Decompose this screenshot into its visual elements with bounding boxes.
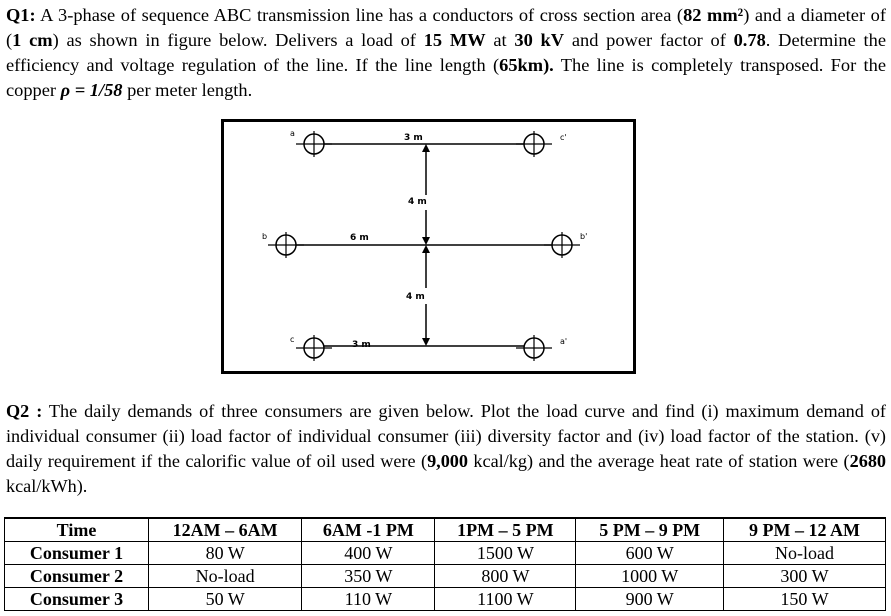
q1-length: 65km). (499, 55, 554, 75)
header-period: 6AM -1 PM (302, 518, 435, 542)
conductor-a (296, 131, 332, 157)
label-b: b (262, 232, 268, 241)
table-cell: 800 W (435, 565, 576, 588)
q1-text: . Determine the efficiency and voltage regulation of the line. If the line length ( (6, 30, 887, 75)
table-row (5, 565, 886, 588)
row-label: Consumer 3 (5, 588, 149, 611)
row-label: Consumer 2 (5, 565, 149, 588)
table-cell: 1100 W (435, 588, 576, 611)
conductor-b (268, 232, 304, 258)
table-cell: 900 W (576, 588, 724, 611)
table-cell: 80 W (149, 542, 302, 565)
load-demand-table (4, 517, 886, 611)
header-period: 5 PM – 9 PM (576, 518, 724, 542)
q1-text: ) and a diameter of ( (6, 5, 886, 50)
question-1 (6, 3, 886, 103)
row-label: Consumer 1 (5, 542, 149, 565)
q1-voltage: 30 kV (514, 30, 565, 50)
table-cell: No-load (149, 565, 302, 588)
q2-text: kcal/kg) and the average heat rate of station were ( (467, 451, 850, 471)
arrowhead (422, 237, 430, 245)
q2-label: Q2 : (6, 401, 43, 421)
q1-text: at (485, 30, 515, 50)
q2-heat-rate: 2680 (849, 451, 886, 471)
conductor-arrangement-figure (221, 119, 636, 374)
q1-text: A 3-phase of sequence ABC transmission line has a conductors of cross section area ( (35, 5, 684, 25)
label-a: a (290, 129, 295, 138)
conductor-a-prime (516, 335, 552, 361)
table-cell: 400 W (302, 542, 435, 565)
table-cell: 50 W (149, 588, 302, 611)
q1-text: per meter length. (122, 80, 253, 100)
q1-text: and power factor of (564, 30, 734, 50)
table-cell: 600 W (576, 542, 724, 565)
header-period: 9 PM – 12 AM (723, 518, 885, 542)
header-period: 1PM – 5 PM (435, 518, 576, 542)
table-row (5, 542, 886, 565)
label-c: c (290, 335, 295, 344)
header-period: 12AM – 6AM (149, 518, 302, 542)
q1-diameter: 1 cm (12, 30, 53, 50)
header-time: Time (5, 518, 149, 542)
q2-text: The daily demands of three consumers are given below. Plot the load curve and find (i) maximum demand of individual consumer (ii) load factor of individual consumer (iii) diversity factor and (iv) load factor of the station. (v) daily requirement if the calorific value of oil used were ( (6, 401, 886, 471)
table-cell: 1500 W (435, 542, 576, 565)
arrowhead (422, 245, 430, 253)
table-cell: 350 W (302, 565, 435, 588)
table-cell: 300 W (723, 565, 885, 588)
table-cell: No-load (723, 542, 885, 565)
q1-text: ) as shown in figure below. Delivers a load of (52, 30, 424, 50)
arrowhead (422, 338, 430, 346)
table-row (5, 588, 886, 611)
conductor-c (296, 335, 332, 361)
q1-area: 82 mm² (683, 5, 744, 25)
dim-upper-vertical: 4 m (408, 197, 427, 207)
arrowhead (422, 144, 430, 152)
q2-calorific-value: 9,000 (427, 451, 468, 471)
figure-drawing (224, 122, 633, 371)
table-cell: 150 W (723, 588, 885, 611)
label-a-prime: a' (560, 337, 568, 346)
q1-text: The line is completely transposed. For the copper (6, 55, 887, 100)
dim-top-width: 3 m (404, 133, 423, 143)
table-cell: 110 W (302, 588, 435, 611)
q1-power-factor: 0.78 (733, 30, 766, 50)
q2-text: kcal/kWh). (6, 476, 88, 496)
dim-lower-vertical: 4 m (406, 292, 425, 302)
dim-bottom-width: 3 m (352, 340, 371, 350)
conductor-b-prime (544, 232, 580, 258)
q1-label: Q1: (6, 5, 36, 25)
label-c-prime: c' (560, 133, 567, 142)
label-b-prime: b' (580, 232, 588, 241)
q1-rho: ρ = 1/58 (60, 80, 123, 100)
q1-load: 15 MW (423, 30, 486, 50)
conductor-c-prime (516, 131, 552, 157)
table-cell: 1000 W (576, 565, 724, 588)
question-2 (6, 399, 886, 499)
dim-middle-width: 6 m (350, 233, 369, 243)
table-header-row (5, 518, 886, 542)
